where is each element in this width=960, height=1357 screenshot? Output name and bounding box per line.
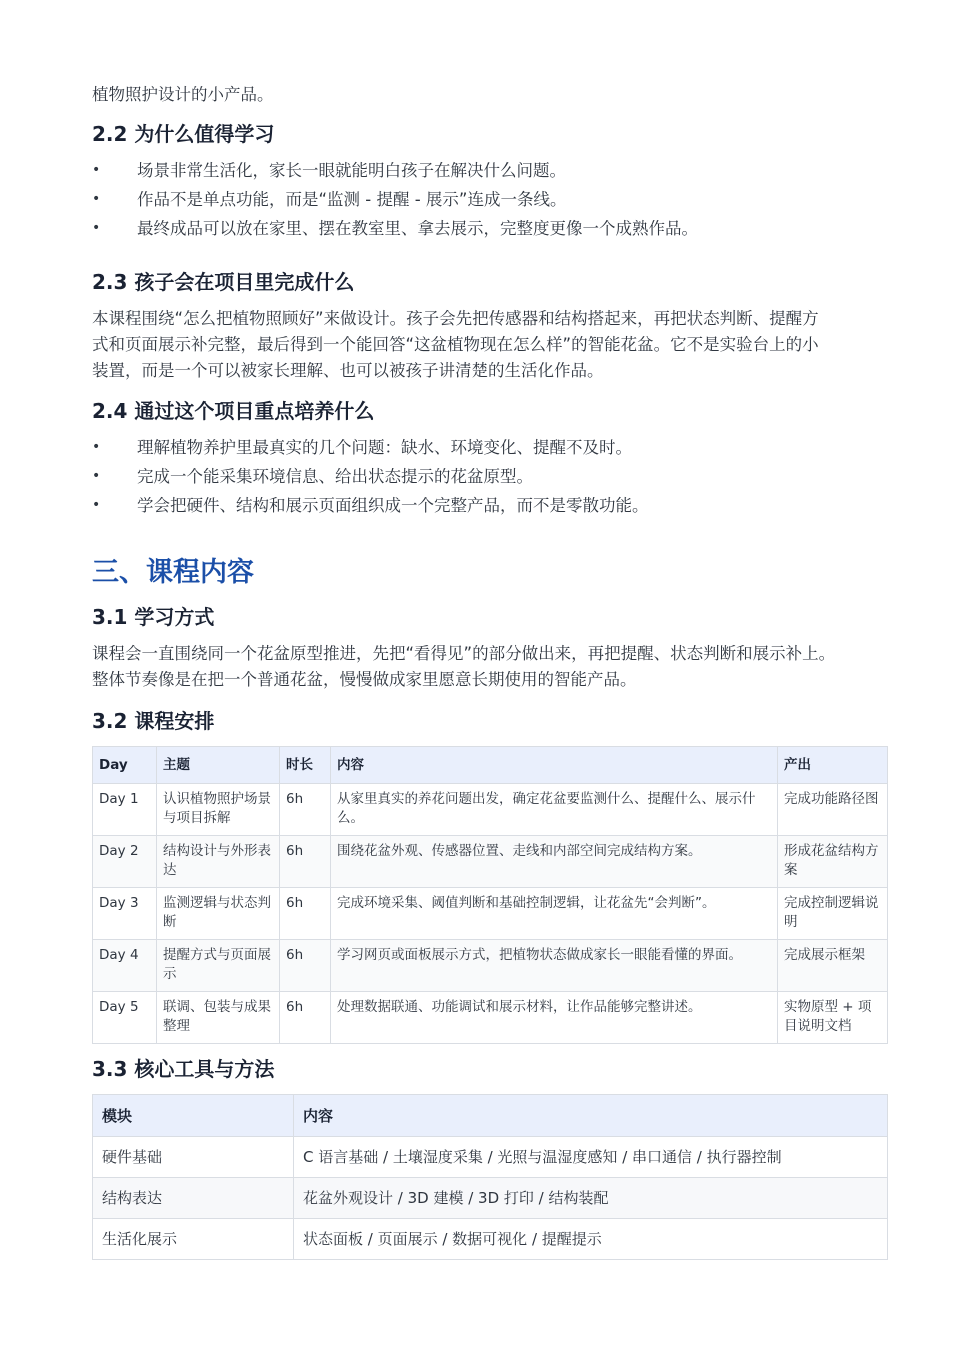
table-row (93, 1219, 888, 1260)
table-row (93, 992, 888, 1044)
table-cell: 完成展示框架 (778, 940, 888, 992)
paragraph-line: 装置，而是一个可以被家长理解、也可以被孩子讲清楚的生活化作品。 (92, 361, 604, 380)
table-cell: 完成功能路径图 (778, 784, 888, 836)
table-header-row (93, 1095, 888, 1137)
table-cell: 形成花盆结构方案 (778, 836, 888, 888)
table-cell: 6h (280, 836, 331, 888)
table-header-row (93, 747, 888, 784)
table-cell: 状态面板 / 页面展示 / 数据可视化 / 提醒提示 (294, 1219, 888, 1260)
table-cell: 提醒方式与页面展示 (157, 940, 280, 992)
section-2-3-heading: 2.3 孩子会在项目里完成什么 (92, 270, 355, 294)
section-2-2-heading: 2.2 为什么值得学习 (92, 122, 275, 146)
list-item: • 学会把硬件、结构和展示页面组织成一个完整产品，而不是零散功能。 (92, 491, 887, 520)
section-3-2-heading: 3.2 课程安排 (92, 709, 215, 733)
table-cell: 围绕花盆外观、传感器位置、走线和内部空间完成结构方案。 (331, 836, 778, 888)
section-2-2-list (92, 156, 887, 243)
intro-tail-text: 植物照护设计的小产品。 (92, 85, 274, 104)
table-cell: 学习网页或面板展示方式，把植物状态做成家长一眼能看懂的界面。 (331, 940, 778, 992)
table-cell: 6h (280, 888, 331, 940)
list-item: • 场景非常生活化，家长一眼就能明白孩子在解决什么问题。 (92, 156, 887, 185)
bullet-icon: • (92, 191, 101, 207)
bullet-icon: • (92, 468, 101, 484)
table-cell: 生活化展示 (93, 1219, 294, 1260)
section-3-1-paragraph (92, 641, 892, 693)
table-cell: 从家里真实的养花问题出发，确定花盆要监测什么、提醒什么、展示什么。 (331, 784, 778, 836)
table-row (93, 888, 888, 940)
table-cell: 结构表达 (93, 1178, 294, 1219)
column-header: 时长 (280, 747, 331, 784)
column-header: Day (93, 747, 157, 784)
table-cell: 6h (280, 784, 331, 836)
column-header: 产出 (778, 747, 888, 784)
section-2-3-paragraph (92, 306, 892, 384)
table-cell: 结构设计与外形表达 (157, 836, 280, 888)
table-cell: 认识植物照护场景与项目拆解 (157, 784, 280, 836)
paragraph-line: 课程会一直围绕同一个花盆原型推进，先把“看得见”的部分做出来，再把提醒、状态判断和展示补上。 (92, 644, 836, 663)
table-row (93, 1137, 888, 1178)
table-row (93, 1178, 888, 1219)
schedule-table (92, 746, 888, 1044)
bullet-icon: • (92, 497, 101, 513)
chapter-3-heading: 三、课程内容 (92, 557, 254, 588)
bullet-icon: • (92, 439, 101, 455)
table-cell: Day 5 (93, 992, 157, 1044)
list-item: • 理解植物养护里最真实的几个问题：缺水、环境变化、提醒不及时。 (92, 433, 887, 462)
paragraph-line: 整体节奏像是在把一个普通花盆，慢慢做成家里愿意长期使用的智能产品。 (92, 670, 637, 689)
table-cell: 实物原型 + 项目说明文档 (778, 992, 888, 1044)
table-cell: 6h (280, 940, 331, 992)
paragraph-line: 式和页面展示补完整，最后得到一个能回答“这盆植物现在怎么样”的智能花盆。它不是实验台上的小 (92, 335, 819, 354)
table-cell: 处理数据联通、功能调试和展示材料，让作品能够完整讲述。 (331, 992, 778, 1044)
table-cell: Day 4 (93, 940, 157, 992)
table-cell: Day 3 (93, 888, 157, 940)
column-header: 内容 (331, 747, 778, 784)
table-cell: 完成环境采集、阈值判断和基础控制逻辑，让花盆先“会判断”。 (331, 888, 778, 940)
table-cell: 监测逻辑与状态判断 (157, 888, 280, 940)
column-header: 模块 (93, 1095, 294, 1137)
column-header: 内容 (294, 1095, 888, 1137)
bullet-icon: • (92, 162, 101, 178)
paragraph-line: 本课程围绕“怎么把植物照顾好”来做设计。孩子会先把传感器和结构搭起来，再把状态判断、提醒方 (92, 309, 819, 328)
section-3-3-heading: 3.3 核心工具与方法 (92, 1057, 275, 1081)
table-cell: 硬件基础 (93, 1137, 294, 1178)
list-item: • 最终成品可以放在家里、摆在教室里、拿去展示，完整度更像一个成熟作品。 (92, 214, 887, 243)
tools-table (92, 1094, 888, 1260)
table-cell: Day 1 (93, 784, 157, 836)
table-cell: 6h (280, 992, 331, 1044)
table-cell: 联调、包装与成果整理 (157, 992, 280, 1044)
table-cell: C 语言基础 / 土壤湿度采集 / 光照与温湿度感知 / 串口通信 / 执行器控制 (294, 1137, 888, 1178)
table-cell: Day 2 (93, 836, 157, 888)
list-item: • 作品不是单点功能，而是“监测 - 提醒 - 展示”连成一条线。 (92, 185, 887, 214)
table-cell: 完成控制逻辑说明 (778, 888, 888, 940)
list-item: • 完成一个能采集环境信息、给出状态提示的花盆原型。 (92, 462, 887, 491)
section-3-1-heading: 3.1 学习方式 (92, 605, 215, 629)
table-row (93, 784, 888, 836)
section-2-4-list (92, 433, 887, 520)
table-cell: 花盆外观设计 / 3D 建模 / 3D 打印 / 结构装配 (294, 1178, 888, 1219)
section-2-4-heading: 2.4 通过这个项目重点培养什么 (92, 399, 375, 423)
bullet-icon: • (92, 220, 101, 236)
table-row (93, 836, 888, 888)
column-header: 主题 (157, 747, 280, 784)
table-row (93, 940, 888, 992)
